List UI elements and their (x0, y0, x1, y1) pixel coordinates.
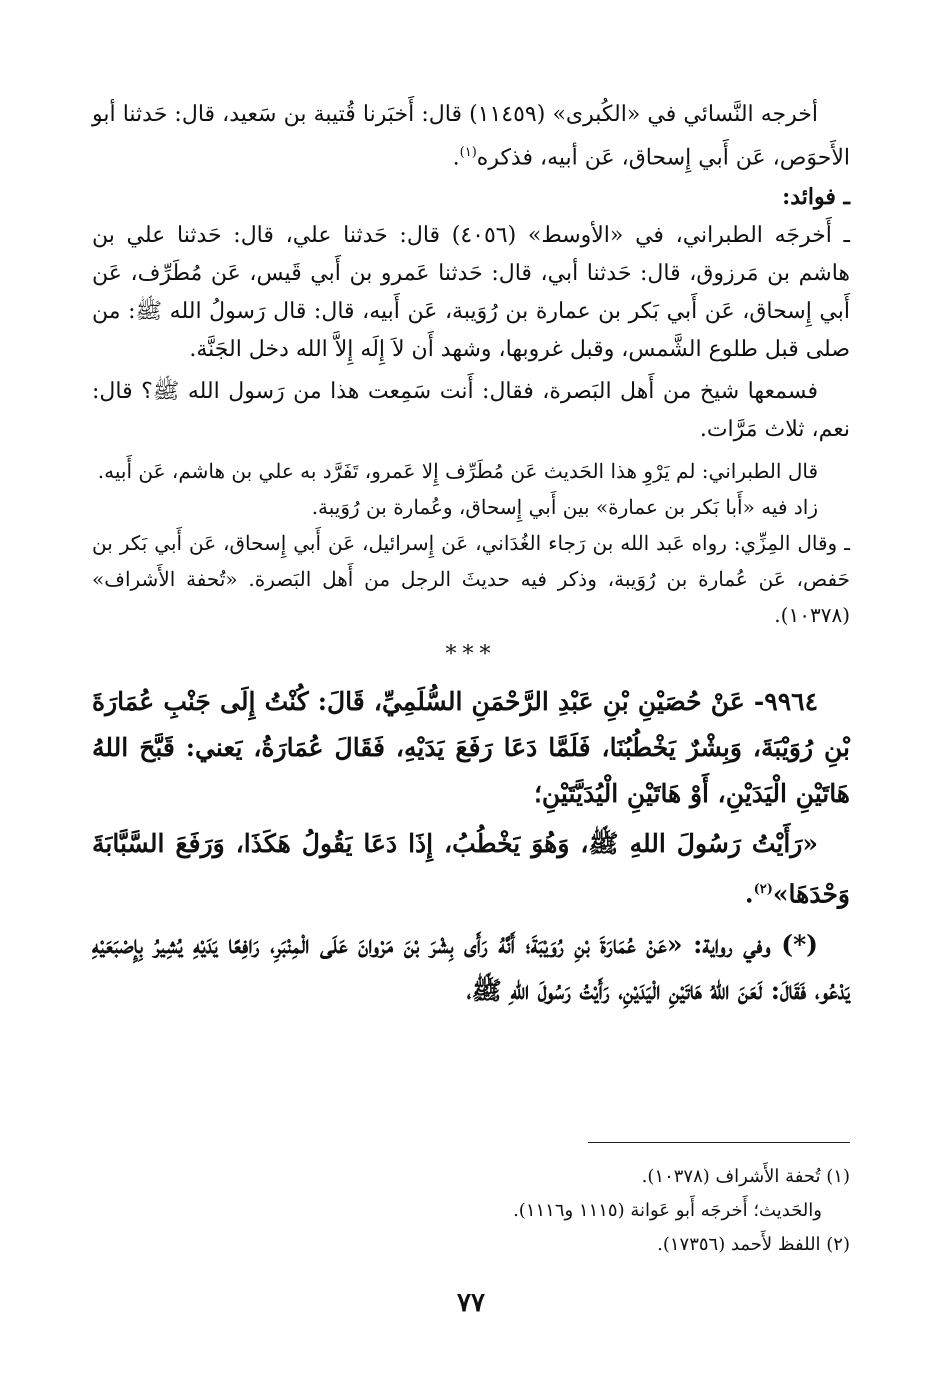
paragraph-tabarani: ـ أَخرجَه الطبراني، في «الأوسط» (٤٠٥٦) قال: حَدثنا علي، قال: حَدثنا علي بن هاشم بن مَرزوق، قال: حَدثنا أبي، قال: حَدثنا عَمرو بن أَبي قَيس، عَن مُطَرِّف، عَن أَبي إِسحاق، عَن أَبي بَكر بن عمارة بن رُوَيبة، عَن أَبيه، قال: قال رَسولُ الله ﷺ: من صلى قبل طلوع الشَّمس، وقبل غروبها، وشهد أَن لاَ إِلَه إِلاَّ الله دخل الجَنَّة. (92, 223, 850, 363)
hadith-text: - عَنْ حُصَيْنِ بْنِ عَبْدِ الرَّحْمَنِ السُّلَمِيِّ، قَالَ: كُنْتُ إِلَى جَنْبِ عُمَارَةَ بْنِ رُوَيْبَةَ، وَبِشْرٌ يَخْطُبُنَا، فَلَمَّا دَعَا رَفَعَ يَدَيْهِ، فَقَالَ عُمَارَةُ، يَعني: قَبَّحَ اللهُ هَاتَيْنِ الْيَدَيْنِ، أَوْ هَاتَيْنِ الْيُدَيَّتَيْنِ؛ (92, 687, 850, 809)
paragraph-nasai (92, 96, 850, 177)
footnote-1: (١) تُحفة الأَشراف (١٠٣٧٨). (641, 1166, 850, 1187)
footnote-1-continuation: والحَديث؛ أَخرجَه أَبو عَوانة (١١١٥ و١١١٦). (513, 1200, 822, 1221)
footnote-separator (588, 1142, 850, 1143)
hadith-quote-text: «رَأَيْتُ رَسُولَ اللهِ ﷺ، وَهُوَ يَخْطُبُ، إِذَا دَعَا يَقُولُ هَكَذَا، وَرَفَعَ السَّبَّابَةَ وَحْدَهَا» (92, 829, 850, 909)
footnote-2: (٢) اللفظ لأَحمد (١٧٣٥٦). (657, 1234, 850, 1255)
hadith-number: ٩٩٦٤ (764, 687, 818, 717)
hadith-main (92, 679, 850, 817)
paragraph-mizzi: ـ وقال المِزِّي: رواه عَبد الله بن رَجاء الغُدَاني، عَن إِسرائيل، عَن أَبي إِسحاق، عَن أَبي بَكر بن حَفص، عَن عُمارة بن رُوَيبة، وذكر فيه حديثَ الرجل من أَهل البَصرة. «تُحفة الأَشراف» (١٠٣٧٨). (92, 531, 850, 628)
footnote-ref-1[interactable]: (١) (459, 145, 477, 160)
fawaid-heading: ـ فوائد: (782, 184, 850, 211)
paragraph-addition: زاد فيه «أَبا بَكر بن عمارة» بين أَبي إِسحاق، وعُمارة بن رُوَيبة. (311, 495, 818, 520)
section-divider-stars: *** (445, 642, 497, 668)
paragraph-nasai-end: . (452, 145, 460, 171)
hadith-variant: (*) وفي رواية: «عَنْ عُمَارَةَ بْنِ رُوَيْبَةَ؛ أَنَّهُ رَأَى بِشْرَ بْنَ مَرْوانَ عَلَى الْمِنْبَرِ، رَافِعًا يَدَيْهِ يُشِيرُ بِإِصْبَعَيْهِ يَدْعُو، فَقَالَ: لَعَنَ اللهُ هَاتَيْنِ الْيَدَيْنِ، رَأَيْتُ رَسُولَ اللهِ ﷺ، (92, 929, 850, 1005)
page-number: ٧٧ (457, 1288, 485, 1318)
paragraph-basra: فسمعها شيخ من أَهل البَصرة، فقال: أَنت سَمِعت هذا من رَسول الله ﷺ؟ قال: نعم، ثلاث مَرَّات. (92, 379, 850, 443)
hadith-quote (92, 821, 850, 917)
footnotes (92, 1160, 850, 1262)
footnote-ref-2[interactable]: (٢) (753, 882, 773, 898)
paragraph-tabarani-comment: قال الطبراني: لم يَرْوِ هذا الحَديث عَن مُطَرِّف إِلا عَمرو، تَفَرَّد به علي بن هاشم، عَن أَبيه. (97, 459, 818, 484)
paragraph-nasai-text: أخرجه النَّسائي في «الكُبرى» (١١٤٥٩) قال: أَخبَرنا قُتيبة بن سَعيد، قال: حَدثنا أبو الأَحوَص، عَن أَبي إِسحاق، عَن أبيه، فذكره (92, 102, 850, 171)
hadith-quote-end: . (744, 879, 754, 909)
